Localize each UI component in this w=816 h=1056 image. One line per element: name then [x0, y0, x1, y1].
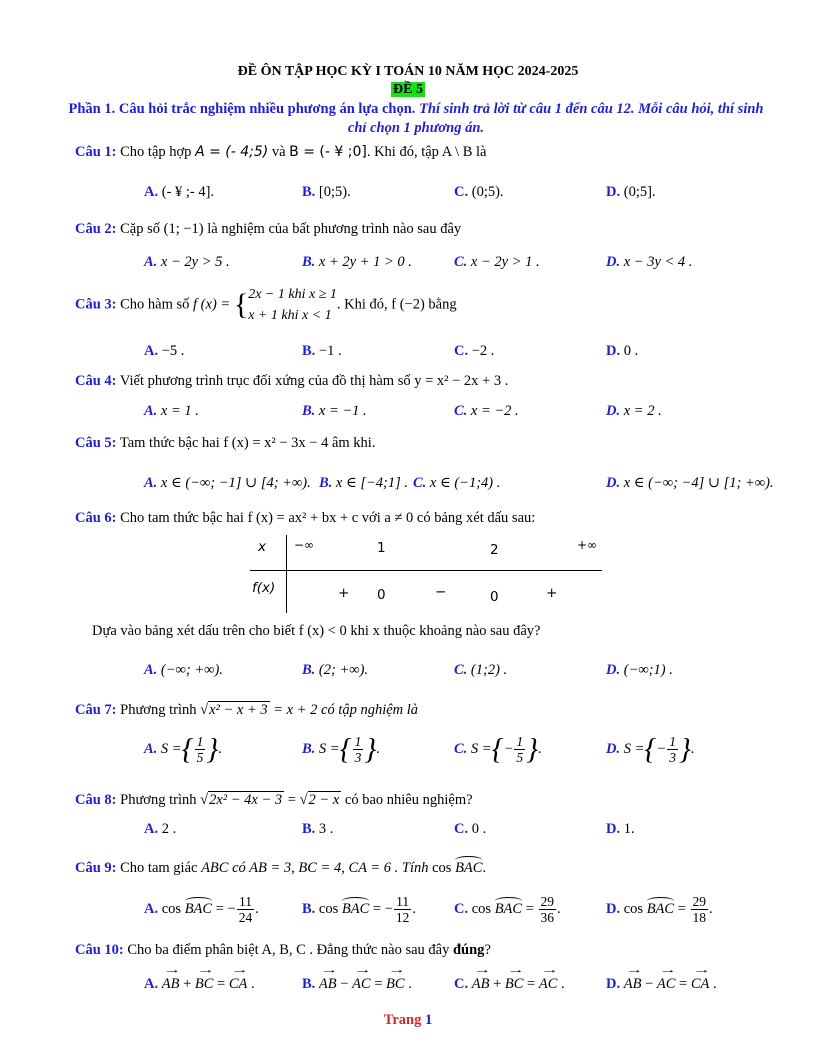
vector: → BC: [505, 976, 524, 993]
option-b[interactable]: B. → AB − → AC = → BC .: [302, 976, 412, 993]
option-label: D.: [606, 475, 621, 491]
option-c[interactable]: [454, 403, 519, 420]
fraction: [514, 734, 525, 765]
option-text: (- ¥ ;- 4].: [161, 184, 215, 200]
piecewise-cases: [248, 284, 337, 326]
option-a[interactable]: [144, 821, 176, 838]
fraction: [539, 894, 557, 925]
fraction: [237, 894, 255, 925]
sqrt-sign: √: [299, 792, 308, 808]
set-a: A = (- 4;5): [195, 144, 269, 160]
x-label: x: [258, 539, 266, 555]
option-label: A.: [144, 254, 158, 270]
minus-infinity: −∞: [294, 538, 315, 552]
vector: → AC: [352, 976, 371, 993]
question-2: [75, 221, 461, 238]
vector: → AC: [539, 976, 558, 993]
question-number: Câu 8:: [75, 792, 117, 808]
question-number: Câu 4:: [75, 373, 117, 389]
question-3: [75, 284, 457, 326]
option-label: B.: [319, 475, 333, 491]
option-b[interactable]: B. S ={ $\frac{1}{3}$ }.: [302, 732, 380, 766]
right-brace: }: [364, 732, 377, 766]
question-number: Câu 6:: [75, 510, 117, 526]
cos-word: cos: [471, 900, 492, 917]
question-6: [75, 510, 535, 527]
angle-name: BAC: [184, 900, 213, 917]
question-number: Câu 3:: [75, 296, 117, 313]
option-label: A.: [144, 740, 158, 757]
root-2: 2: [490, 542, 499, 558]
set-prefix: S =: [623, 740, 645, 757]
option-c[interactable]: [454, 254, 540, 271]
right-brace: }: [206, 732, 219, 766]
denominator: 3: [354, 750, 362, 765]
question-number: Câu 10:: [75, 942, 124, 958]
option-label: C.: [454, 184, 469, 200]
conjunction: và: [271, 144, 286, 160]
option-label: D.: [606, 254, 621, 270]
question-text: Tam thức bậc hai f (x) = x² − 3x − 4 âm khi.: [119, 435, 376, 451]
option-label: B.: [302, 403, 316, 419]
document-title: ĐỀ ÔN TẬP HỌC KỲ I TOÁN 10 NĂM HỌC 2024-2025: [237, 64, 579, 79]
option-label: D.: [606, 976, 621, 992]
option-label: D.: [606, 821, 621, 837]
angle-name: BAC: [646, 900, 675, 917]
option-b[interactable]: [302, 403, 367, 420]
question-text: Phương trình: [120, 792, 197, 808]
option-label: C.: [454, 343, 469, 359]
option-text: x = 1 .: [160, 403, 199, 419]
emphasis: đúng: [452, 942, 485, 958]
option-label: C.: [454, 403, 468, 419]
sign-1: +: [338, 585, 350, 601]
option-b[interactable]: [302, 662, 368, 679]
option-label: D.: [606, 343, 621, 359]
page-number: 1: [424, 1012, 433, 1028]
option-text: (1;2) .: [470, 662, 508, 678]
option-a[interactable]: A. → AB + → BC = → CA .: [144, 976, 255, 993]
option-text: (0;5).: [471, 184, 504, 200]
option-a[interactable]: [144, 343, 184, 360]
option-text: [0;5).: [318, 184, 351, 200]
option-label: D.: [606, 403, 621, 419]
minus-sign: −: [384, 900, 393, 917]
option-b[interactable]: [302, 343, 342, 360]
fraction: [353, 734, 364, 765]
set-b: B = (- ¥ ;0]: [289, 144, 367, 160]
option-a[interactable]: A. S ={ $\frac{1}{5}$ }.: [144, 732, 222, 766]
cos-word: cos: [432, 860, 452, 876]
left-brace: {: [339, 732, 352, 766]
option-label: C.: [454, 254, 468, 270]
option-c[interactable]: [454, 662, 507, 679]
zero-1: 0: [377, 587, 386, 603]
right-brace: }: [526, 732, 539, 766]
question-text: Viết phương trình trục đối xứng của đồ thị hàm số y = x² − 2x + 3 .: [119, 373, 509, 389]
numerator: 1: [669, 734, 676, 749]
numerator: 29: [692, 894, 707, 909]
question-number: Câu 2:: [75, 221, 117, 237]
table-divider: [286, 535, 287, 613]
table-divider: [250, 570, 602, 571]
option-d[interactable]: [606, 821, 635, 838]
radicand-1: 2x² − 4x − 3: [209, 792, 283, 808]
minus-sign: −: [503, 740, 514, 757]
option-label: A.: [144, 821, 159, 837]
option-label: B.: [302, 976, 316, 992]
fx-label: f(x): [252, 580, 276, 596]
minus-sign: −: [227, 900, 236, 917]
option-text: x ∈ (−∞; −4] ∪ [1; +∞).: [623, 475, 774, 491]
denominator: 5: [516, 750, 524, 765]
question-6-followup: Dựa vào bảng xét dấu trên cho biết f (x) < 0 khi x thuộc khoảng nào sau đây?: [92, 623, 541, 639]
question-text-end: có bao nhiêu nghiệm?: [344, 792, 473, 808]
option-text: −2 .: [471, 343, 495, 359]
option-label: A.: [144, 976, 159, 992]
option-d[interactable]: [606, 403, 662, 420]
exam-number: [0, 81, 816, 98]
option-a[interactable]: [144, 403, 199, 420]
question-text-end: . Khi đó, f (−2) bằng: [336, 296, 457, 313]
option-a[interactable]: [144, 662, 223, 679]
option-text: (−∞;1) .: [623, 662, 673, 678]
option-c[interactable]: [454, 821, 486, 838]
option-label: B.: [302, 184, 316, 200]
question-text: Cho tam thức bậc hai f (x) = ax² + bx + c với a ≠ 0 có bảng xét dấu sau:: [120, 510, 536, 526]
option-d[interactable]: D. S ={− $\frac{1}{3}$ }.: [606, 732, 695, 766]
numerator: 11: [238, 894, 252, 909]
sign-table: [250, 535, 602, 613]
question-text: Phương trình: [120, 702, 197, 718]
option-c[interactable]: C. cos BAC = $\frac{29}{36}$ .: [454, 894, 561, 925]
left-brace: {: [491, 732, 504, 766]
option-label: A.: [144, 343, 159, 359]
option-text: x − 3y < 4 .: [623, 254, 693, 270]
option-b[interactable]: B. cos BAC = − $\frac{11}{12}$ .: [302, 894, 417, 925]
vector: → BC: [386, 976, 405, 993]
set-prefix: S =: [318, 740, 340, 757]
option-label: B.: [302, 821, 316, 837]
vector: → AB: [319, 976, 337, 993]
fraction: [394, 894, 412, 925]
option-text: (2; +∞).: [318, 662, 369, 678]
option-text: 1.: [623, 821, 635, 837]
option-label: B.: [302, 740, 316, 757]
option-label: A.: [144, 475, 158, 491]
part-heading-bold: Phần 1. Câu hỏi trắc nghiệm nhiều phương án lựa chọn.: [68, 101, 416, 117]
option-text: x = −2 .: [470, 403, 519, 419]
option-c[interactable]: C. → AB + → BC = → AC .: [454, 976, 565, 993]
option-text: x − 2y > 5 .: [160, 254, 230, 270]
option-d[interactable]: D. cos BAC = $\frac{29}{18}$ .: [606, 894, 713, 925]
vector: → CA: [229, 976, 248, 993]
option-text: −5 .: [161, 343, 185, 359]
sqrt-sign: √: [200, 702, 209, 718]
option-c[interactable]: [454, 343, 494, 360]
question-text: Cho ba điểm phân biệt A, B, C . Đẳng thức nào sau đây: [127, 942, 450, 958]
question-text-mid: có AB = 3, BC = 4, CA = 6 . Tính: [232, 860, 429, 876]
option-d[interactable]: [606, 662, 673, 679]
option-b[interactable]: [302, 821, 333, 838]
option-b[interactable]: [319, 475, 408, 492]
option-d[interactable]: [606, 184, 656, 201]
vector: → CA: [691, 976, 710, 993]
question-text: Cho tam giác: [120, 860, 198, 876]
option-d[interactable]: [606, 343, 638, 360]
question-text: Cho tập hợp: [120, 144, 192, 160]
question-8: [75, 792, 473, 809]
numerator: 1: [516, 734, 524, 749]
question-number: Câu 7:: [75, 702, 117, 718]
option-label: C.: [454, 976, 469, 992]
question-1: [75, 144, 486, 161]
option-a[interactable]: [144, 475, 311, 492]
option-b[interactable]: [302, 184, 351, 201]
zero-2: 0: [490, 589, 499, 605]
option-label: C.: [413, 475, 427, 491]
option-text: x − 2y > 1 .: [470, 254, 540, 270]
numerator: 29: [540, 894, 555, 909]
option-label: A.: [144, 184, 159, 200]
sign-3: +: [546, 585, 558, 601]
option-text: x ∈ [−4;1] .: [335, 475, 408, 491]
minus-sign: −: [656, 740, 667, 757]
option-text: (0;5].: [623, 184, 656, 200]
option-label: C.: [454, 740, 468, 757]
option-text: 0 .: [623, 343, 639, 359]
denominator: 5: [196, 750, 204, 765]
plus-infinity: +∞: [577, 538, 598, 552]
equals-sign: =: [287, 792, 296, 808]
fraction: [195, 734, 206, 765]
case-2: x + 1 khi x < 1: [248, 308, 332, 323]
option-label: D.: [606, 900, 621, 917]
question-7: [75, 702, 418, 719]
part-heading-italic: Thí sinh trả lời từ câu 1 đến câu 12. Mỗi câu hỏi, thí sinh chỉ chọn 1 phương án.: [347, 101, 764, 136]
option-text: 2 .: [161, 821, 177, 837]
vector: → AC: [657, 976, 676, 993]
question-text-end: . Khi đó, tập A \ B là: [366, 144, 487, 160]
option-d[interactable]: [606, 254, 692, 271]
left-brace: {: [233, 288, 249, 321]
option-text: x ∈ (−1;4) .: [429, 475, 501, 491]
question-number: Câu 1:: [75, 144, 117, 160]
option-label: D.: [606, 740, 621, 757]
right-brace: }: [678, 732, 691, 766]
page-footer: [0, 1012, 816, 1029]
option-label: C.: [454, 662, 468, 678]
question-text-end: = x + 2 có tập nghiệm là: [273, 702, 419, 718]
option-text: x = −1 .: [318, 403, 367, 419]
option-b[interactable]: [302, 254, 412, 271]
page-word: Trang: [383, 1012, 422, 1028]
function-name: f (x) =: [193, 296, 231, 313]
question-text: Cho hàm số: [120, 296, 190, 313]
sqrt-sign: √: [200, 792, 209, 808]
cos-word: cos: [318, 900, 339, 917]
exam-number-label: ĐỀ 5: [393, 82, 423, 97]
question-mark: ?: [484, 942, 491, 958]
vector: → AB: [624, 976, 642, 993]
radicand-2: 2 − x: [308, 792, 340, 808]
radicand: x² − x + 3: [209, 702, 268, 718]
numerator: 1: [354, 734, 362, 749]
option-text: x ∈ (−∞; −1] ∪ [4; +∞).: [160, 475, 311, 491]
vector: → AB: [472, 976, 490, 993]
case-1: 2x − 1 khi x ≥ 1: [248, 287, 337, 302]
option-text: (−∞; +∞).: [160, 662, 223, 678]
set-prefix: S =: [160, 740, 182, 757]
triangle-name: ABC: [201, 860, 229, 876]
option-label: B.: [302, 662, 316, 678]
option-a[interactable]: [144, 254, 230, 271]
option-text: 0 .: [471, 821, 487, 837]
option-label: B.: [302, 343, 316, 359]
denominator: 3: [669, 750, 676, 765]
denominator: 12: [395, 910, 410, 925]
option-label: B.: [302, 900, 316, 917]
fraction: [691, 894, 709, 925]
option-c[interactable]: [454, 184, 504, 201]
numerator: 11: [396, 894, 410, 909]
sign-2: −: [435, 584, 447, 600]
question-4: [75, 373, 508, 390]
left-brace: {: [181, 732, 194, 766]
option-label: D.: [606, 184, 621, 200]
denominator: 36: [540, 910, 555, 925]
fraction: [667, 734, 678, 765]
question-number: Câu 5:: [75, 435, 117, 451]
denominator: 18: [692, 910, 707, 925]
vector: → AB: [162, 976, 180, 993]
root-1: 1: [377, 540, 386, 556]
angle-name: BAC: [341, 900, 370, 917]
option-text: x = 2 .: [623, 403, 662, 419]
option-d[interactable]: [606, 475, 774, 492]
cos-word: cos: [161, 900, 182, 917]
option-label: A.: [144, 403, 158, 419]
option-label: A.: [144, 900, 159, 917]
question-number: Câu 9:: [75, 860, 117, 876]
option-text: −1 .: [318, 343, 342, 359]
option-d[interactable]: D. → AB − → AC = → CA .: [606, 976, 717, 993]
cos-word: cos: [623, 900, 644, 917]
set-prefix: S =: [470, 740, 492, 757]
question-10: [75, 942, 491, 959]
option-c[interactable]: C. S ={− $\frac{1}{5}$ }.: [454, 732, 542, 766]
left-brace: {: [644, 732, 657, 766]
denominator: 24: [238, 910, 253, 925]
part-heading: [66, 100, 766, 138]
option-label: B.: [302, 254, 316, 270]
option-a[interactable]: [144, 184, 214, 201]
option-label: C.: [454, 900, 469, 917]
option-label: D.: [606, 662, 621, 678]
angle-name: BAC: [494, 900, 523, 917]
option-a[interactable]: A. cos BAC = − $\frac{11}{24}$ .: [144, 894, 259, 925]
option-text: x + 2y + 1 > 0 .: [318, 254, 412, 270]
question-9: Câu 9: Cho tam giác ABC có AB = 3, BC = 4, CA = 6 . Tính cos BAC.: [75, 860, 487, 876]
option-label: C.: [454, 821, 469, 837]
question-5: [75, 435, 375, 452]
option-text: 3 .: [318, 821, 334, 837]
angle-name: BAC: [455, 860, 483, 876]
option-label: A.: [144, 662, 158, 678]
option-c[interactable]: [413, 475, 500, 492]
vector: → BC: [195, 976, 214, 993]
question-text: Cặp số (1; −1) là nghiệm của bất phương trình nào sau đây: [120, 221, 462, 237]
numerator: 1: [196, 734, 204, 749]
